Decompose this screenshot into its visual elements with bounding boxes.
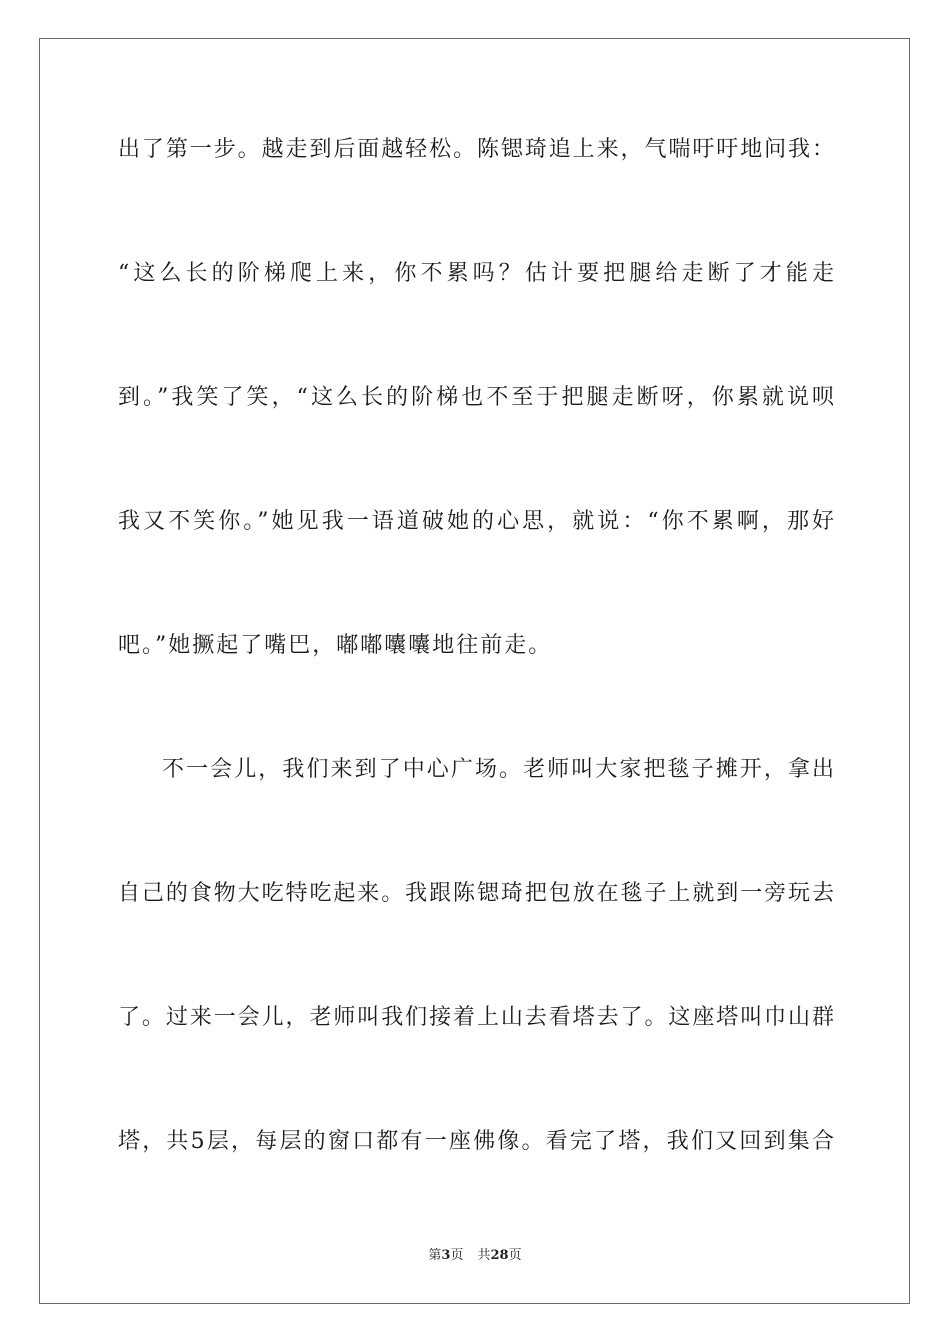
paragraph-line-4: 我又不笑你。”她见我一语道破她的心思，就说：“你不累啊，那好 bbox=[118, 509, 834, 534]
paragraph-line-1: 出了第一步。越走到后面越轻松。陈锶琦追上来，气喘吁吁地问我： bbox=[118, 137, 834, 162]
footer-page-current: 3 bbox=[441, 1248, 451, 1263]
footer-page-suffix: 页 bbox=[450, 1248, 464, 1263]
page-footer bbox=[0, 1248, 950, 1264]
paragraph-line-7: 自己的食物大吃特吃起来。我跟陈锶琦把包放在毯子上就到一旁玩去 bbox=[118, 881, 834, 906]
page-border bbox=[39, 38, 910, 1304]
paragraph-line-6: 不一会儿，我们来到了中心广场。老师叫大家把毯子摊开，拿出 bbox=[162, 757, 834, 782]
paragraph-line-3: 到。”我笑了笑，“这么长的阶梯也不至于把腿走断呀，你累就说呗 bbox=[118, 385, 834, 410]
footer-page-total: 28 bbox=[490, 1248, 509, 1263]
paragraph-line-2: “这么长的阶梯爬上来，你不累吗？估计要把腿给走断了才能走 bbox=[118, 261, 834, 286]
footer-total-prefix: 共 bbox=[477, 1248, 491, 1263]
paragraph-line-8: 了。过来一会儿，老师叫我们接着上山去看塔去了。这座塔叫巾山群 bbox=[118, 1005, 834, 1030]
paragraph-line-5: 吧。”她撅起了嘴巴，嘟嘟囔囔地往前走。 bbox=[118, 633, 553, 658]
footer-total-suffix: 页 bbox=[508, 1248, 522, 1263]
footer-page-prefix: 第 bbox=[428, 1248, 442, 1263]
paragraph-line-9: 塔，共5层，每层的窗口都有一座佛像。看完了塔，我们又回到集合 bbox=[118, 1129, 834, 1154]
